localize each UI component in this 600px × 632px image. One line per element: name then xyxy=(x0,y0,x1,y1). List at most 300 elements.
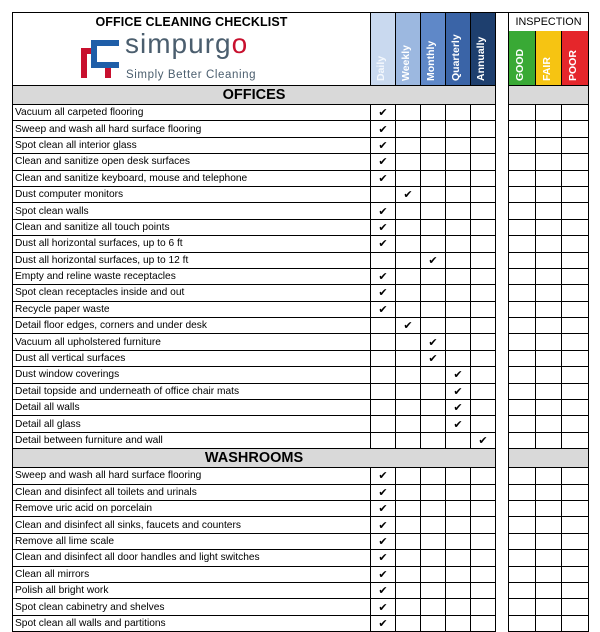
freq-cell-quarterly[interactable] xyxy=(446,350,471,366)
freq-cell-weekly[interactable] xyxy=(396,203,421,219)
freq-cell-quarterly[interactable] xyxy=(446,599,471,615)
inspection-fair-cell[interactable] xyxy=(536,433,563,448)
freq-cell-weekly[interactable] xyxy=(396,137,421,153)
inspection-good-cell[interactable] xyxy=(509,599,536,614)
inspection-cells xyxy=(509,318,589,334)
freq-cell-annually[interactable] xyxy=(471,219,496,235)
inspection-good-cell[interactable] xyxy=(509,121,536,136)
inspection-fair-cell[interactable] xyxy=(536,485,563,500)
freq-cell-monthly[interactable] xyxy=(421,203,446,219)
freq-cell-quarterly[interactable] xyxy=(446,484,471,500)
task-label: Dust all horizontal surfaces, up to 12 ft xyxy=(13,252,371,268)
freq-cell-annually[interactable] xyxy=(471,468,496,484)
inspection-poor-cell[interactable] xyxy=(562,121,588,136)
freq-cell-monthly[interactable] xyxy=(421,219,446,235)
freq-cell-weekly[interactable] xyxy=(396,301,421,317)
inspection-fair-cell[interactable] xyxy=(536,517,563,532)
checklist-table xyxy=(12,12,589,632)
freq-cell-weekly[interactable] xyxy=(396,416,421,432)
inspection-good-cell[interactable] xyxy=(509,567,536,582)
inspection-good-cell[interactable] xyxy=(509,468,536,483)
inspection-fair-cell[interactable] xyxy=(536,203,563,218)
freq-cell-daily[interactable] xyxy=(371,367,396,383)
freq-cell-monthly[interactable] xyxy=(421,550,446,566)
inspection-poor-cell[interactable] xyxy=(562,154,588,169)
freq-cell-weekly[interactable] xyxy=(396,252,421,268)
section-title: WASHROOMS xyxy=(13,449,496,468)
freq-cell-quarterly[interactable] xyxy=(446,318,471,334)
freq-cell-annually[interactable] xyxy=(471,599,496,615)
inspection-fair-cell[interactable] xyxy=(536,187,563,202)
freq-cell-monthly[interactable] xyxy=(421,582,446,598)
freq-cell-quarterly[interactable] xyxy=(446,367,471,383)
task-row xyxy=(13,252,589,268)
freq-cell-annually[interactable] xyxy=(471,285,496,301)
freq-cell-quarterly[interactable] xyxy=(446,334,471,350)
inspection-poor-cell[interactable] xyxy=(562,236,588,251)
freq-cell-daily[interactable] xyxy=(371,170,396,186)
inspection-poor-cell[interactable] xyxy=(562,400,588,415)
inspection-cells xyxy=(509,599,589,615)
inspection-good-cell[interactable] xyxy=(509,400,536,415)
inspection-poor-cell[interactable] xyxy=(562,599,588,614)
inspection-poor-cell[interactable] xyxy=(562,501,588,516)
inspection-fair-cell[interactable] xyxy=(536,468,563,483)
inspection-good-cell[interactable] xyxy=(509,384,536,399)
freq-cell-daily[interactable] xyxy=(371,383,396,399)
task-row xyxy=(13,350,589,366)
freq-cell-daily[interactable] xyxy=(371,301,396,317)
freq-cell-quarterly[interactable] xyxy=(446,154,471,170)
freq-cell-weekly[interactable] xyxy=(396,236,421,252)
inspection-poor-cell[interactable] xyxy=(562,468,588,483)
separator-cell xyxy=(496,350,509,366)
freq-cell-weekly[interactable] xyxy=(396,170,421,186)
freq-cell-monthly[interactable] xyxy=(421,252,446,268)
freq-cell-monthly[interactable] xyxy=(421,432,446,448)
freq-cell-annually[interactable] xyxy=(471,121,496,137)
inspection-poor-cell[interactable] xyxy=(562,105,588,120)
inspection-fair-cell[interactable] xyxy=(536,302,563,317)
inspection-poor-cell[interactable] xyxy=(562,517,588,532)
inspection-fair-cell[interactable] xyxy=(536,154,563,169)
task-row xyxy=(13,582,589,598)
freq-cell-quarterly[interactable] xyxy=(446,517,471,533)
freq-cell-quarterly[interactable] xyxy=(446,170,471,186)
task-row xyxy=(13,550,589,566)
freq-cell-annually[interactable] xyxy=(471,268,496,284)
freq-cell-daily[interactable] xyxy=(371,236,396,252)
freq-cell-monthly[interactable] xyxy=(421,566,446,582)
freq-cell-quarterly[interactable] xyxy=(446,203,471,219)
freq-cell-daily[interactable] xyxy=(371,350,396,366)
inspection-poor-cell[interactable] xyxy=(562,534,588,549)
task-row xyxy=(13,615,589,631)
inspection-header xyxy=(509,13,589,86)
inspection-poor-cell[interactable] xyxy=(562,485,588,500)
freq-cell-weekly[interactable] xyxy=(396,186,421,202)
inspection-cells xyxy=(509,121,589,137)
check-mark-icon: ✔ xyxy=(378,138,388,152)
freq-cell-annually[interactable] xyxy=(471,334,496,350)
inspection-poor-cell[interactable] xyxy=(562,187,588,202)
freq-cell-monthly[interactable] xyxy=(421,301,446,317)
inspection-good-cell[interactable] xyxy=(509,220,536,235)
task-row xyxy=(13,432,589,448)
inspection-fair-cell[interactable] xyxy=(536,220,563,235)
inspection-cells xyxy=(509,268,589,284)
separator-cell xyxy=(496,186,509,202)
freq-cell-annually[interactable] xyxy=(471,203,496,219)
freq-cell-daily[interactable] xyxy=(371,566,396,582)
freq-cell-daily[interactable] xyxy=(371,285,396,301)
freq-cell-daily[interactable] xyxy=(371,416,396,432)
inspection-fair-cell[interactable] xyxy=(536,599,563,614)
freq-cell-weekly[interactable] xyxy=(396,334,421,350)
inspection-good-cell[interactable] xyxy=(509,171,536,186)
inspection-fair-cell[interactable] xyxy=(536,583,563,598)
separator-cell xyxy=(496,582,509,598)
freq-cell-annually[interactable] xyxy=(471,137,496,153)
freq-cell-daily[interactable] xyxy=(371,599,396,615)
inspection-cells xyxy=(509,301,589,317)
freq-cell-quarterly[interactable] xyxy=(446,219,471,235)
freq-cell-quarterly[interactable] xyxy=(446,500,471,516)
inspection-poor-cell[interactable] xyxy=(562,334,588,349)
check-mark-icon: ✔ xyxy=(378,469,388,483)
freq-cell-monthly[interactable] xyxy=(421,416,446,432)
inspection-fair-cell[interactable] xyxy=(536,318,563,333)
freq-cell-weekly[interactable] xyxy=(396,268,421,284)
freq-cell-quarterly[interactable] xyxy=(446,566,471,582)
freq-cell-quarterly[interactable] xyxy=(446,186,471,202)
inspection-cells xyxy=(509,285,589,301)
freq-cell-quarterly[interactable] xyxy=(446,301,471,317)
freq-cell-monthly[interactable] xyxy=(421,318,446,334)
freq-cell-quarterly[interactable] xyxy=(446,533,471,549)
inspection-fair-cell[interactable] xyxy=(536,121,563,136)
freq-cell-monthly[interactable] xyxy=(421,268,446,284)
inspection-poor-cell[interactable] xyxy=(562,567,588,582)
freq-cell-annually[interactable] xyxy=(471,432,496,448)
freq-header-quarterly xyxy=(446,13,471,86)
inspection-poor-cell[interactable] xyxy=(562,203,588,218)
inspection-good-cell[interactable] xyxy=(509,138,536,153)
inspection-cells xyxy=(509,105,589,121)
inspection-fair-cell[interactable] xyxy=(536,534,563,549)
freq-cell-daily[interactable] xyxy=(371,268,396,284)
inspection-poor-cell[interactable] xyxy=(562,253,588,268)
inspection-cells xyxy=(509,252,589,268)
freq-cell-monthly[interactable] xyxy=(421,517,446,533)
freq-cell-annually[interactable] xyxy=(471,615,496,631)
freq-cell-weekly[interactable] xyxy=(396,533,421,549)
freq-cell-weekly[interactable] xyxy=(396,468,421,484)
task-row xyxy=(13,268,589,284)
inspection-fair-cell[interactable] xyxy=(536,400,563,415)
freq-cell-annually[interactable] xyxy=(471,484,496,500)
inspection-good-cell[interactable] xyxy=(509,550,536,565)
section-header-row xyxy=(13,449,589,468)
freq-cell-annually[interactable] xyxy=(471,186,496,202)
inspection-good-cell[interactable] xyxy=(509,154,536,169)
freq-cell-daily[interactable] xyxy=(371,334,396,350)
freq-cell-daily[interactable] xyxy=(371,400,396,416)
inspection-good-cell[interactable] xyxy=(509,616,536,631)
freq-cell-weekly[interactable] xyxy=(396,154,421,170)
inspection-fair-cell[interactable] xyxy=(536,269,563,284)
inspection-good-cell[interactable] xyxy=(509,318,536,333)
freq-cell-weekly[interactable] xyxy=(396,566,421,582)
inspection-fair-cell[interactable] xyxy=(536,285,563,300)
inspection-cells xyxy=(509,219,589,235)
freq-cell-annually[interactable] xyxy=(471,383,496,399)
freq-cell-weekly[interactable] xyxy=(396,400,421,416)
freq-cell-monthly[interactable] xyxy=(421,615,446,631)
inspection-fair-cell[interactable] xyxy=(536,384,563,399)
freq-cell-monthly[interactable] xyxy=(421,484,446,500)
freq-cell-daily[interactable] xyxy=(371,468,396,484)
task-label: Spot clean receptacles inside and out xyxy=(13,285,371,301)
freq-cell-weekly[interactable] xyxy=(396,582,421,598)
inspection-cells xyxy=(509,582,589,598)
freq-cell-annually[interactable] xyxy=(471,367,496,383)
inspection-good-cell[interactable] xyxy=(509,583,536,598)
inspection-good-cell[interactable] xyxy=(509,416,536,431)
inspection-fair-cell[interactable] xyxy=(536,334,563,349)
freq-cell-monthly[interactable] xyxy=(421,400,446,416)
check-mark-icon: ✔ xyxy=(403,188,413,202)
inspection-good-cell[interactable] xyxy=(509,367,536,382)
freq-cell-annually[interactable] xyxy=(471,350,496,366)
freq-cell-quarterly[interactable] xyxy=(446,550,471,566)
freq-cell-weekly[interactable] xyxy=(396,367,421,383)
inspection-poor-cell[interactable] xyxy=(562,285,588,300)
inspection-fair-cell[interactable] xyxy=(536,138,563,153)
freq-cell-daily[interactable] xyxy=(371,121,396,137)
freq-cell-daily[interactable] xyxy=(371,517,396,533)
freq-cell-monthly[interactable] xyxy=(421,334,446,350)
freq-cell-quarterly[interactable] xyxy=(446,432,471,448)
freq-cell-weekly[interactable] xyxy=(396,350,421,366)
freq-cell-weekly[interactable] xyxy=(396,285,421,301)
inspection-fair-cell[interactable] xyxy=(536,105,563,120)
freq-cell-daily[interactable] xyxy=(371,432,396,448)
freq-cell-annually[interactable] xyxy=(471,550,496,566)
inspection-fair-cell[interactable] xyxy=(536,171,563,186)
logo-wordmark-main: simpurg xyxy=(125,28,232,59)
freq-cell-daily[interactable] xyxy=(371,154,396,170)
inspection-poor-cell[interactable] xyxy=(562,416,588,431)
task-label: Detail all walls xyxy=(13,400,371,416)
inspection-poor-cell[interactable] xyxy=(562,302,588,317)
simpurgo-logo-mark-icon xyxy=(81,40,119,78)
inspection-good-header xyxy=(509,31,536,85)
freq-cell-daily[interactable] xyxy=(371,533,396,549)
inspection-good-cell[interactable] xyxy=(509,105,536,120)
freq-cell-daily[interactable] xyxy=(371,318,396,334)
inspection-fair-cell[interactable] xyxy=(536,616,563,631)
freq-cell-annually[interactable] xyxy=(471,236,496,252)
inspection-good-cell[interactable] xyxy=(509,285,536,300)
inspection-good-cell[interactable] xyxy=(509,517,536,532)
inspection-good-cell[interactable] xyxy=(509,433,536,448)
freq-cell-annually[interactable] xyxy=(471,154,496,170)
freq-cell-annually[interactable] xyxy=(471,566,496,582)
freq-cell-monthly[interactable] xyxy=(421,500,446,516)
task-row xyxy=(13,533,589,549)
freq-cell-annually[interactable] xyxy=(471,105,496,121)
inspection-fair-cell[interactable] xyxy=(536,567,563,582)
freq-cell-monthly[interactable] xyxy=(421,599,446,615)
inspection-fair-cell[interactable] xyxy=(536,501,563,516)
inspection-fair-cell[interactable] xyxy=(536,367,563,382)
freq-cell-quarterly[interactable] xyxy=(446,468,471,484)
inspection-poor-cell[interactable] xyxy=(562,550,588,565)
inspection-fair-cell[interactable] xyxy=(536,236,563,251)
inspection-poor-cell[interactable] xyxy=(562,351,588,366)
freq-cell-weekly[interactable] xyxy=(396,599,421,615)
inspection-poor-cell[interactable] xyxy=(562,138,588,153)
freq-cell-daily[interactable] xyxy=(371,203,396,219)
task-row xyxy=(13,500,589,516)
freq-cell-weekly[interactable] xyxy=(396,121,421,137)
inspection-poor-cell[interactable] xyxy=(562,220,588,235)
inspection-poor-cell[interactable] xyxy=(562,583,588,598)
inspection-good-cell[interactable] xyxy=(509,534,536,549)
check-mark-icon: ✔ xyxy=(378,270,388,284)
freq-cell-quarterly[interactable] xyxy=(446,268,471,284)
freq-cell-daily[interactable] xyxy=(371,550,396,566)
freq-cell-weekly[interactable] xyxy=(396,615,421,631)
freq-cell-annually[interactable] xyxy=(471,416,496,432)
inspection-cells xyxy=(509,186,589,202)
freq-cell-daily[interactable] xyxy=(371,582,396,598)
separator-cell xyxy=(496,468,509,484)
inspection-poor-cell[interactable] xyxy=(562,384,588,399)
inspection-good-cell[interactable] xyxy=(509,302,536,317)
inspection-fair-cell[interactable] xyxy=(536,416,563,431)
inspection-good-cell[interactable] xyxy=(509,485,536,500)
inspection-fair-cell[interactable] xyxy=(536,550,563,565)
freq-cell-monthly[interactable] xyxy=(421,533,446,549)
freq-cell-monthly[interactable] xyxy=(421,383,446,399)
freq-cell-weekly[interactable] xyxy=(396,105,421,121)
check-mark-icon: ✔ xyxy=(428,352,438,366)
freq-cell-annually[interactable] xyxy=(471,170,496,186)
freq-cell-daily[interactable] xyxy=(371,219,396,235)
freq-cell-monthly[interactable] xyxy=(421,186,446,202)
freq-cell-annually[interactable] xyxy=(471,318,496,334)
freq-cell-monthly[interactable] xyxy=(421,105,446,121)
freq-cell-monthly[interactable] xyxy=(421,236,446,252)
freq-cell-quarterly[interactable] xyxy=(446,121,471,137)
task-label: Clean and sanitize open desk surfaces xyxy=(13,154,371,170)
freq-cell-annually[interactable] xyxy=(471,252,496,268)
check-mark-icon: ✔ xyxy=(403,319,413,333)
inspection-good-cell[interactable] xyxy=(509,269,536,284)
freq-cell-annually[interactable] xyxy=(471,500,496,516)
inspection-cells xyxy=(509,203,589,219)
inspection-poor-cell[interactable] xyxy=(562,616,588,631)
freq-cell-quarterly[interactable] xyxy=(446,137,471,153)
freq-cell-daily[interactable] xyxy=(371,252,396,268)
freq-cell-weekly[interactable] xyxy=(396,517,421,533)
freq-cell-monthly[interactable] xyxy=(421,137,446,153)
freq-cell-monthly[interactable] xyxy=(421,468,446,484)
inspection-poor-cell[interactable] xyxy=(562,318,588,333)
inspection-fair-cell[interactable] xyxy=(536,351,563,366)
freq-cell-daily[interactable] xyxy=(371,484,396,500)
inspection-cells xyxy=(509,484,589,500)
check-mark-icon: ✔ xyxy=(378,567,388,581)
task-label: Clean and disinfect all toilets and urinals xyxy=(13,484,371,500)
freq-cell-weekly[interactable] xyxy=(396,383,421,399)
inspection-good-cell[interactable] xyxy=(509,334,536,349)
freq-cell-annually[interactable] xyxy=(471,400,496,416)
freq-cell-daily[interactable] xyxy=(371,186,396,202)
freq-cell-monthly[interactable] xyxy=(421,170,446,186)
inspection-poor-cell[interactable] xyxy=(562,269,588,284)
freq-cell-annually[interactable] xyxy=(471,517,496,533)
freq-cell-quarterly[interactable] xyxy=(446,236,471,252)
freq-cell-daily[interactable] xyxy=(371,137,396,153)
check-mark-icon: ✔ xyxy=(378,584,388,598)
freq-cell-weekly[interactable] xyxy=(396,318,421,334)
inspection-poor-cell[interactable] xyxy=(562,433,588,448)
inspection-good-cell[interactable] xyxy=(509,187,536,202)
freq-cell-annually[interactable] xyxy=(471,533,496,549)
header-row xyxy=(13,13,589,86)
freq-cell-quarterly[interactable] xyxy=(446,252,471,268)
freq-cell-monthly[interactable] xyxy=(421,285,446,301)
freq-cell-daily[interactable] xyxy=(371,500,396,516)
separator-cell xyxy=(496,449,509,468)
freq-cell-weekly[interactable] xyxy=(396,484,421,500)
inspection-good-cell[interactable] xyxy=(509,253,536,268)
inspection-fair-cell[interactable] xyxy=(536,253,563,268)
freq-cell-quarterly[interactable] xyxy=(446,582,471,598)
freq-cell-quarterly[interactable] xyxy=(446,615,471,631)
inspection-cells xyxy=(509,236,589,252)
freq-cell-daily[interactable] xyxy=(371,105,396,121)
freq-cell-monthly[interactable] xyxy=(421,350,446,366)
freq-cell-weekly[interactable] xyxy=(396,219,421,235)
freq-cell-quarterly[interactable] xyxy=(446,416,471,432)
freq-header-monthly xyxy=(421,13,446,86)
freq-cell-monthly[interactable] xyxy=(421,154,446,170)
inspection-poor-cell[interactable] xyxy=(562,171,588,186)
freq-cell-annually[interactable] xyxy=(471,582,496,598)
freq-cell-weekly[interactable] xyxy=(396,432,421,448)
freq-cell-weekly[interactable] xyxy=(396,550,421,566)
freq-cell-monthly[interactable] xyxy=(421,367,446,383)
freq-cell-monthly[interactable] xyxy=(421,121,446,137)
inspection-good-cell[interactable] xyxy=(509,203,536,218)
freq-cell-weekly[interactable] xyxy=(396,500,421,516)
inspection-poor-cell[interactable] xyxy=(562,367,588,382)
task-row xyxy=(13,416,589,432)
freq-cell-quarterly[interactable] xyxy=(446,383,471,399)
inspection-good-cell[interactable] xyxy=(509,351,536,366)
freq-cell-quarterly[interactable] xyxy=(446,285,471,301)
freq-cell-daily[interactable] xyxy=(371,615,396,631)
freq-cell-quarterly[interactable] xyxy=(446,105,471,121)
freq-cell-quarterly[interactable] xyxy=(446,400,471,416)
inspection-good-cell[interactable] xyxy=(509,236,536,251)
inspection-good-cell[interactable] xyxy=(509,501,536,516)
freq-cell-annually[interactable] xyxy=(471,301,496,317)
